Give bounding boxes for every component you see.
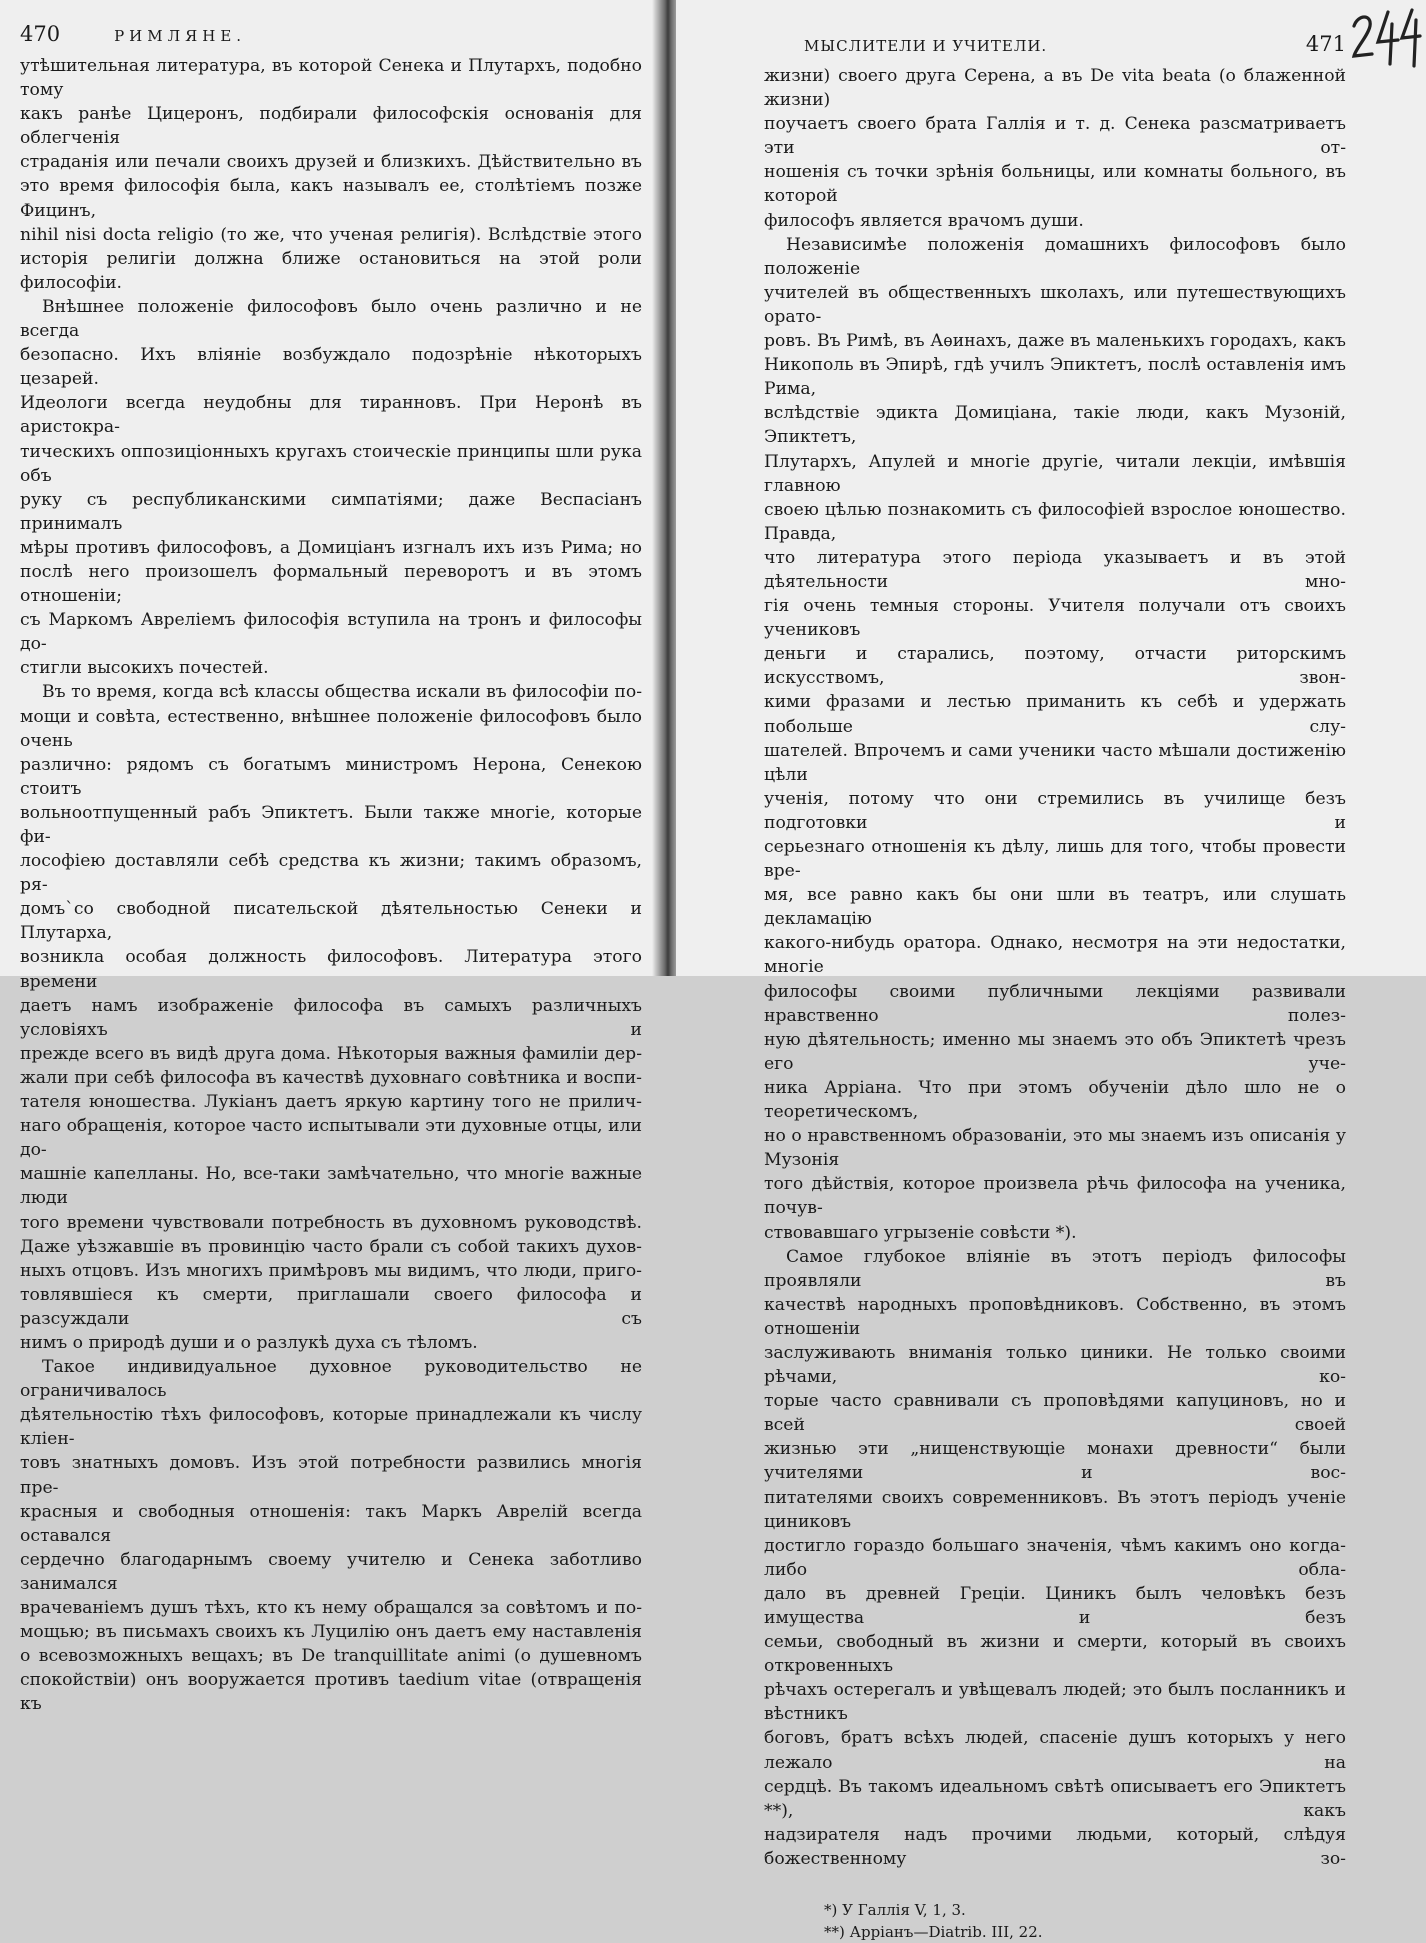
text-line: ствовавшаго угрызеніе совѣсти *). [764, 1222, 1077, 1243]
text-line: надзирателя надъ прочими людьми, который, слѣдуя божественному зо- [764, 1824, 1346, 1869]
text-line: утѣшительная литература, въ которой Сенека и Плутархъ, подобно тому [20, 56, 642, 101]
text-line: о всевозможныхъ вещахъ; въ De tranquillitate animi (о душевномъ [20, 1646, 642, 1667]
text-line: вольноотпущенный рабъ Эпиктетъ. Были также многіе, которые фи- [20, 802, 642, 847]
text-line: качествѣ народныхъ проповѣдниковъ. Собственно, въ этомъ отношеніи [764, 1294, 1346, 1339]
text-line: своею цѣлью познакомить съ философіей взрослое юношество. Правда, [764, 499, 1346, 544]
text-line: nihil nisi docta religio (то же, что ученая религія). Вслѣдствіе этого [20, 224, 642, 245]
footnotes [764, 1899, 1346, 1943]
text-line: сердцѣ. Въ такомъ идеальномъ свѣтѣ описываетъ его Эпиктетъ **), какъ [764, 1776, 1346, 1821]
text-line: питателями своихъ современниковъ. Въ этотъ періодъ ученіе циниковъ [764, 1487, 1346, 1532]
handwritten-folio-drawing [1348, 8, 1422, 70]
text-line: торые часто сравнивали съ проповѣдями капуциновъ, но и всей своей [764, 1391, 1346, 1436]
text-line: достигло гораздо большаго значенія, чѣмъ какимъ оно когда-либо обла- [764, 1535, 1346, 1580]
right-running-title: МЫСЛИТЕЛИ И УЧИТЕЛИ. [804, 37, 1048, 55]
left-page-header [20, 22, 642, 46]
text-line: Даже уѣзжавшіе въ провинцію часто брали съ собой такихъ духов- [20, 1236, 642, 1257]
text-line: жали при себѣ философа въ качествѣ духовнаго совѣтника и воспи- [20, 1067, 642, 1088]
text-line: дало въ древней Греціи. Циникъ былъ человѣкъ безъ имущества и безъ [764, 1583, 1346, 1628]
text-line: философы своими публичными лекціями развивали нравственно полез- [764, 981, 1346, 1026]
text-line: мощью; въ письмахъ своихъ къ Луцилію онъ даетъ ему наставленія [20, 1622, 642, 1643]
footnote-2: **) Арріанъ—Diatrib. III, 22. [824, 1923, 1043, 1942]
footnote-1: *) У Галлія V, 1, 3. [824, 1901, 966, 1920]
left-page [0, 0, 660, 1715]
text-line: руку съ республиканскими симпатіями; даже Веспасіанъ принималъ [20, 489, 642, 534]
text-line: Въ то время, когда всѣ классы общества искали въ философіи по- [42, 682, 642, 703]
text-line: боговъ, братъ всѣхъ людей, спасеніе душъ которыхъ у него лежало на [764, 1728, 1346, 1773]
text-line: товлявшіеся къ смерти, приглашали своего философа и разсуждали съ [20, 1284, 642, 1329]
text-line: Идеологи всегда неудобны для тиранновъ. При Неронѣ въ аристокра- [20, 393, 642, 438]
text-line: страданія или печали своихъ друзей и близкихъ. Дѣйствительно въ [20, 152, 642, 173]
text-line: товъ знатныхъ домовъ. Изъ этой потребности развились многія пре- [20, 1453, 642, 1498]
text-line: Никополь въ Эпирѣ, гдѣ училъ Эпиктетъ, послѣ оставленія имъ Рима, [764, 355, 1346, 400]
text-line: нимъ о природѣ души и о разлукѣ духа съ тѣломъ. [20, 1332, 478, 1353]
right-page [676, 0, 1426, 1942]
text-line: даетъ намъ изображеніе философа въ самыхъ различныхъ условіяхъ и [20, 995, 642, 1040]
text-line: ную дѣятельность; именно мы знаемъ это объ Эпиктетѣ чрезъ его уче- [764, 1029, 1346, 1074]
right-page-text [764, 64, 1346, 1871]
text-line: сердечно благодарнымъ своему учителю и Сенека заботливо занимался [20, 1549, 642, 1594]
text-line: домъ`со свободной писательской дѣятельностью Сенеки и Плутарха, [20, 899, 642, 944]
text-line: лософіею доставляли себѣ средства къ жизни; такимъ образомъ, ря- [20, 851, 642, 896]
text-line: вслѣдствіе эдикта Домиціана, такіе люди, какъ Музоній, Эпиктетъ, [764, 403, 1346, 448]
left-running-title: РИМЛЯНЕ. [114, 27, 247, 45]
text-line: Независимѣе положенія домашнихъ философовъ было положеніе [764, 234, 1346, 279]
text-line: красныя и свободныя отношенія: такъ Маркъ Аврелій всегда оставался [20, 1501, 642, 1546]
text-line: ровъ. Въ Римѣ, въ Аѳинахъ, даже въ маленькихъ городахъ, какъ [764, 331, 1346, 352]
text-line: тическихъ оппозиціонныхъ кругахъ стоическіе принципы шли рука объ [20, 441, 642, 486]
text-line: поучаетъ своего брата Галлія и т. д. Сенека разсматриваетъ эти от- [764, 114, 1346, 159]
text-line: исторія религіи должна ближе остановиться на этой роли философіи. [20, 248, 642, 293]
text-line: Плутархъ, Апулей и многіе другіе, читали лекціи, имѣвшія главною [764, 451, 1346, 496]
text-line: машніе капелланы. Но, все-таки замѣчательно, что многіе важные люди [20, 1164, 642, 1209]
text-line: спокойствіи) онъ вооружается противъ taedium vitae (отвращенія къ [20, 1670, 642, 1715]
text-line: мощи и совѣта, естественно, внѣшнее положеніе философовъ было очень [20, 706, 642, 751]
text-line: ношенія съ точки зрѣнія больницы, или комнаты больного, въ которой [764, 162, 1346, 207]
text-line: наго обращенія, которое часто испытывали эти духовные отцы, или до- [20, 1116, 642, 1161]
text-line: гія очень темныя стороны. Учителя получали отъ своихъ учениковъ [764, 596, 1346, 641]
text-line: Внѣшнее положеніе философовъ было очень различно и не всегда [20, 296, 642, 342]
text-line: рѣчахъ остерегалъ и увѣщевалъ людей; это былъ посланникъ и вѣстникъ [764, 1680, 1346, 1725]
text-line: что литература этого періода указываетъ и въ этой дѣятельности мно- [764, 547, 1346, 592]
text-line: философъ является врачомъ души. [764, 210, 1084, 231]
text-line: безопасно. Ихъ вліяніе возбуждало подозрѣніе нѣкоторыхъ цезарей. [20, 345, 642, 390]
text-line: серьезнаго отношенія къ дѣлу, лишь для того, чтобы провести вре- [764, 837, 1346, 882]
text-line: но о нравственномъ образованіи, это мы знаемъ изъ описанія у Музонія [764, 1126, 1346, 1171]
text-line: Самое глубокое вліяніе въ этотъ періодъ философы проявляли въ [764, 1246, 1346, 1291]
text-line: Такое индивидуальное духовное руководительство не ограничивалось [20, 1357, 642, 1402]
right-page-header [764, 32, 1346, 56]
text-line: учителей въ общественныхъ школахъ, или путешествующихъ орато- [764, 282, 1346, 327]
text-line: того дѣйствія, которое произвела рѣчь философа на ученика, почув- [764, 1174, 1346, 1219]
left-page-text [20, 54, 642, 1716]
text-line: жизнью эти „нищенствующіе монахи древности“ были учителями и вос- [764, 1439, 1346, 1484]
text-line: кими фразами и лестью приманить къ себѣ и удержать побольше слу- [764, 692, 1346, 737]
text-line: жизни) своего друга Серена, а въ De vita beata (о блаженной жизни) [764, 66, 1346, 111]
text-line: прежде всего въ видѣ друга дома. Нѣкоторыя важныя фамиліи дер- [20, 1043, 642, 1064]
text-line: это время философія была, какъ называлъ ее, столѣтіемъ позже Фицинъ, [20, 176, 642, 221]
text-line: какъ ранѣе Цицеронъ, подбирали философскія основанія для облегченія [20, 104, 642, 149]
text-line: какого-нибудь оратора. Однако, несмотря на эти недостатки, многіе [764, 933, 1346, 978]
text-line: послѣ него произошелъ формальный переворотъ и въ этомъ отношеніи; [20, 561, 642, 607]
text-line: мя, все равно какъ бы они шли въ театръ, или слушать декламацію [764, 885, 1346, 930]
text-line: шателей. Впрочемъ и сами ученики часто мѣшали достиженію цѣли [764, 740, 1346, 785]
text-line: возникла особая должность философовъ. Литература этого времени [20, 947, 642, 992]
text-line: ученія, потому что они стремились въ училище безъ подготовки и [764, 788, 1346, 833]
text-line: врачеваніемъ душъ тѣхъ, кто къ нему обращался за совѣтомъ и по- [20, 1598, 642, 1618]
text-line: того времени чувствовали потребность въ духовномъ руководствѣ. [20, 1212, 642, 1233]
text-line: дѣятельностію тѣхъ философовъ, которые принадлежали къ числу кліен- [20, 1405, 642, 1450]
text-line: заслуживають вниманія только циники. Не только своими рѣчами, ко- [764, 1342, 1346, 1388]
right-page-number: 471 [1305, 32, 1346, 56]
text-line: мѣры противъ философовъ, а Домиціанъ изгналъ ихъ изъ Рима; но [20, 537, 642, 558]
text-line: ника Арріана. Что при этомъ обученіи дѣло шло не о теоретическомъ, [764, 1077, 1346, 1123]
text-line: семьи, свободный въ жизни и смерти, который въ своихъ откровенныхъ [764, 1632, 1346, 1677]
text-line: съ Маркомъ Авреліемъ философія вступила на тронъ и философы до- [20, 610, 642, 655]
text-line: ныхъ отцовъ. Изъ многихъ примѣровъ мы видимъ, что люди, приго- [20, 1260, 642, 1281]
text-line: различно: рядомъ съ богатымъ министромъ Нерона, Сенекою стоитъ [20, 754, 642, 799]
text-line: стигли высокихъ почестей. [20, 658, 269, 679]
text-line: деньги и старались, поэтому, отчасти риторскимъ искусствомъ, звон- [764, 644, 1346, 689]
text-line: тателя юношества. Лукіанъ даетъ яркую картину того не прилич- [20, 1092, 642, 1113]
handwritten-folio-number [1348, 8, 1422, 70]
left-page-number: 470 [20, 22, 61, 46]
